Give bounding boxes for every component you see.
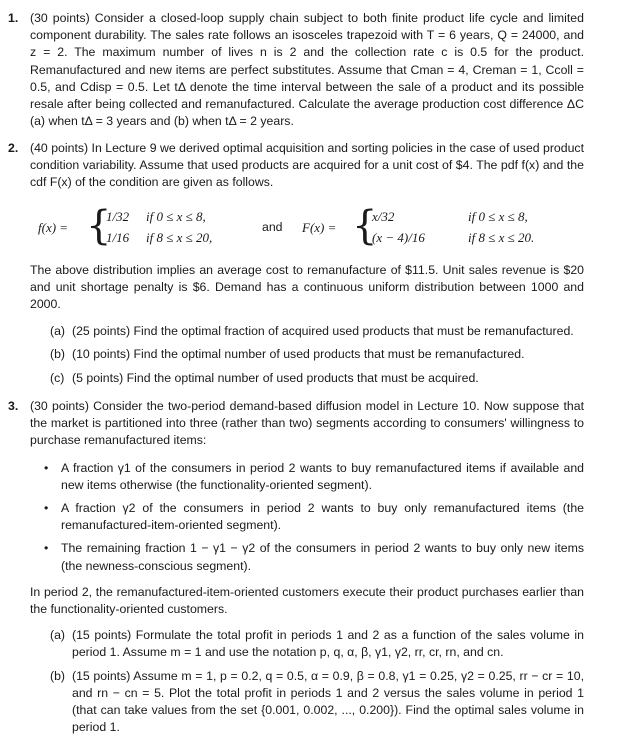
cdf-case1-cond: if 0 ≤ x ≤ 8, — [468, 208, 528, 224]
question-2-part-b: (b) (10 points) Find the optimal number of used products that must be remanufactured. — [50, 347, 525, 362]
question-3-intro: (30 points) Consider the two-period demand-based diffusion model in Lecture 10. Now suppose that the market is partitioned into three (rather than two) segments according to consumers' willingness to purchase remanufactured items: — [30, 399, 584, 448]
question-1 — [8, 10, 584, 130]
bullet-dot: • — [44, 460, 49, 475]
bullet-dot: • — [44, 541, 49, 556]
question-2-intro: (40 points) In Lecture 9 we derived optimal acquisition and sorting policies in the case of used product condition variability. Assume that used products are acquired for a unit cost of $4. The pdf f(x) and the cdf F(x) of the condition are given as follows. — [30, 141, 584, 190]
question-3-bullet-1: • A fraction γ1 of the consumers in period 2 wants to buy remanufactured items if available and new items otherwise (the functionality-oriented segment). — [44, 460, 584, 492]
distribution-formula — [30, 202, 584, 254]
formula-and: and — [262, 219, 283, 234]
cdf-brace: { — [352, 202, 378, 249]
pdf-case2-cond: if 8 ≤ x ≤ 20, — [146, 229, 213, 245]
pdf-case1-cond: if 0 ≤ x ≤ 8, — [146, 208, 206, 224]
bullet-dot: • — [44, 501, 49, 516]
question-2-part-a: (a) (25 points) Find the optimal fraction of acquired used products that must be remanufactured. — [50, 324, 574, 339]
question-2-part-c: (c) (5 points) Find the optimal number of used products that must be acquired. — [50, 370, 479, 385]
question-3-bullet-3: • The remaining fraction 1 − γ1 − γ2 of the consumers in period 2 wants to buy only new items (the newness-conscious segment). — [44, 541, 584, 573]
cdf-label: F(x) = — [302, 219, 337, 235]
cdf-case2-value: (x − 4)/16 — [372, 229, 425, 245]
question-3-part-b: (b) (15 points) Assume m = 1, p = 0.2, q = 0.5, α = 0.9, β = 0.8, γ1 = 0.25, γ2 = 0.25, rr − cr = 10, and rn − cn = 5. Plot the total profit in periods 1 and 2 versus the sales volume in period 1 (that can take values from the set {0.001, 0.002, ..., 0.200}). Find the optimal sales volume in period 1. — [50, 668, 584, 735]
question-3-part-a: (a) (15 points) Formulate the total profit in periods 1 and 2 as a function of the sales volume in period 1. Assume m = 1 and use the notation p, q, α, β, γ1, γ2, rr, cr, rn, and cn. — [50, 628, 584, 660]
pdf-case1-value: 1/32 — [106, 208, 130, 224]
question-3-after: In period 2, the remanufactured-item-oriented customers execute their product purchases earlier than the functionality-oriented customers. — [30, 584, 584, 617]
cdf-case2-cond: if 8 ≤ x ≤ 20. — [468, 229, 535, 245]
question-1-number: 1. — [8, 11, 19, 25]
question-2-after: The above distribution implies an average cost to remanufacture of $11.5. Unit sales revenue is $20 and unit shortage penalty is $6. Demand has a continuous uniform distribution between 1000 and 2000. — [30, 262, 584, 312]
pdf-label: f(x) = — [38, 219, 69, 235]
cdf-case1-value: x/32 — [372, 208, 395, 224]
question-3-number: 3. — [8, 399, 19, 413]
question-2 — [8, 140, 584, 387]
pdf-brace: { — [86, 202, 112, 249]
pdf-case2-value: 1/16 — [106, 229, 130, 245]
question-2-number: 2. — [8, 141, 19, 155]
question-3 — [8, 398, 584, 736]
question-3-bullet-2: • A fraction γ2 of the consumers in period 2 wants to buy only remanufactured items (the remanufactured-item-oriented segment). — [44, 501, 584, 533]
question-1-text: (30 points) Consider a closed-loop supply chain subject to both finite product life cycle and limited component durability. The sales rate follows an isosceles trapezoid with T = 6 years, Q = 24000, and z = 2. The maximum number of lives n is 2 and the collection rate c is 0.5 for the product. Remanufactured and new items are perfect substitutes. Assume that Cman = 4, Creman = 1, Ccoll = 0.5, and Cdisp = 0.5. Let tΔ denote the time interval between the sale of a product and its possible resale after being collected and remanufactured. Calculate the average production cost difference ΔC (a) when tΔ = 3 years and (b) when tΔ = 2 years. — [30, 11, 584, 129]
